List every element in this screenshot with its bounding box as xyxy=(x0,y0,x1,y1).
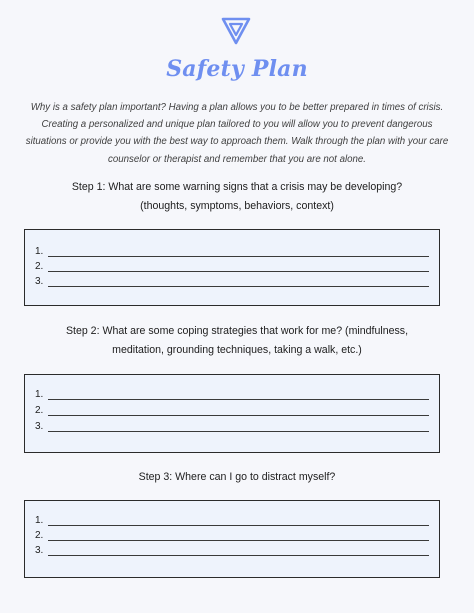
write-line xyxy=(48,399,429,400)
write-line xyxy=(48,256,429,257)
step-1-heading-line-1: Step 1: What are some warning signs that a crisis may be developing? xyxy=(71,181,403,193)
write-line xyxy=(48,540,429,541)
line-number: 2. xyxy=(35,261,44,272)
intro-paragraph: Why is a safety plan important? Having a plan allows you to be better prepared in times of crisis. Creating a personalized and unique plan tailored to you will allow you to prevent dangerous situations or provide you with the best way to approach them. Walk through the plan with your care counselor or therapist and remember that you are not alone. xyxy=(25,102,449,165)
step-3-answer-line-3[interactable] xyxy=(35,545,429,559)
step-1-answer-line-2[interactable] xyxy=(35,261,429,275)
step-2-heading-line-1: Step 2: What are some coping strategies that work for me? (mindfulness, xyxy=(65,325,409,337)
step-1-answer-line-3[interactable] xyxy=(35,276,429,290)
line-number: 3. xyxy=(35,276,44,287)
inverted-triangle-logo-icon xyxy=(221,16,251,46)
step-2-answer-box xyxy=(24,374,440,453)
line-number: 1. xyxy=(35,515,44,526)
step-1-answer-line-1[interactable] xyxy=(35,246,429,260)
line-number: 2. xyxy=(35,530,44,541)
write-line xyxy=(48,286,429,287)
step-2-heading xyxy=(18,322,456,360)
line-number: 1. xyxy=(35,246,44,257)
step-2-heading-line-2: meditation, grounding techniques, taking a walk, etc.) xyxy=(112,344,362,356)
write-line xyxy=(48,271,429,272)
write-line xyxy=(48,525,429,526)
step-3-heading xyxy=(18,468,456,487)
step-3-heading-line-1: Step 3: Where can I go to distract myself? xyxy=(138,471,336,483)
line-number: 3. xyxy=(35,421,44,432)
write-line xyxy=(48,431,429,432)
line-number: 3. xyxy=(35,545,44,556)
step-1-heading xyxy=(18,178,456,216)
write-line xyxy=(48,555,429,556)
step-2-answer-line-1[interactable] xyxy=(35,389,429,403)
write-line xyxy=(48,415,429,416)
step-1-heading-line-2: (thoughts, symptoms, behaviors, context) xyxy=(140,200,334,212)
step-1-answer-box xyxy=(24,229,440,306)
step-3-answer-box xyxy=(24,500,440,578)
step-2-answer-line-2[interactable] xyxy=(35,405,429,419)
step-2-answer-line-3[interactable] xyxy=(35,421,429,435)
page-title: Safety Plan xyxy=(166,56,308,82)
step-3-answer-line-2[interactable] xyxy=(35,530,429,544)
step-3-answer-line-1[interactable] xyxy=(35,515,429,529)
line-number: 1. xyxy=(35,389,44,400)
line-number: 2. xyxy=(35,405,44,416)
